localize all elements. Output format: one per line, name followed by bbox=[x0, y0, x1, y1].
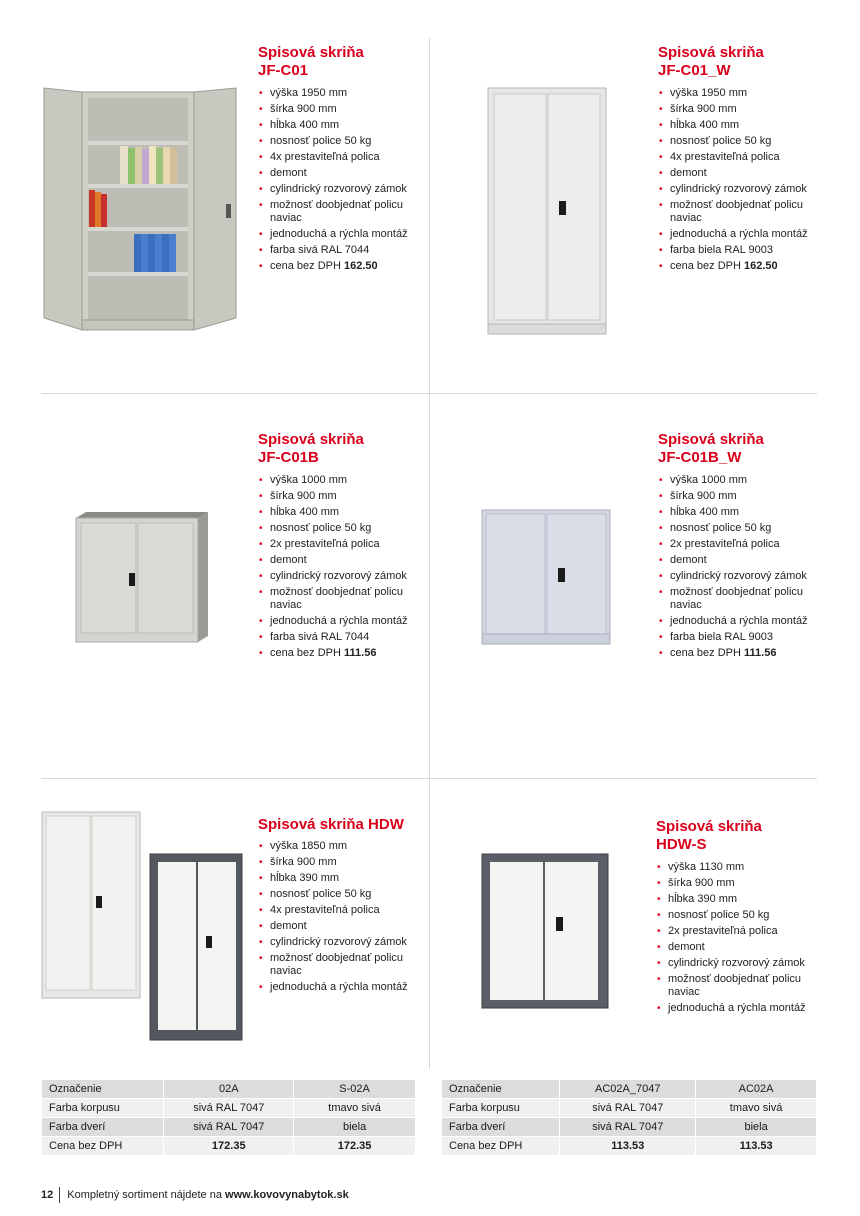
spec-item: • šírka 900 mm bbox=[656, 877, 821, 890]
spec-item: • možnosť doobjednať policu naviac bbox=[656, 973, 821, 999]
table-cell: Farba dverí bbox=[42, 1118, 164, 1137]
table-cell: biela bbox=[294, 1118, 416, 1137]
table-cell: Farba korpusu bbox=[42, 1099, 164, 1118]
spec-item: • demont bbox=[658, 554, 823, 567]
table-row bbox=[42, 1118, 416, 1137]
spec-item: • nosnosť police 50 kg bbox=[658, 135, 823, 148]
spec-item: • cylindrický rozvorový zámok bbox=[258, 183, 423, 196]
table-cell: 113.53 bbox=[560, 1137, 696, 1156]
page-footer bbox=[41, 1187, 349, 1203]
row-divider bbox=[41, 778, 817, 779]
spec-item: • nosnosť police 50 kg bbox=[658, 522, 823, 535]
table-cell: AC02A bbox=[696, 1080, 817, 1099]
spec-item: • hĺbka 400 mm bbox=[658, 119, 823, 132]
table-cell: S-02A bbox=[294, 1080, 416, 1099]
price-value: 111.56 bbox=[744, 647, 777, 659]
product-title bbox=[656, 818, 762, 854]
spec-item: • nosnosť police 50 kg bbox=[258, 135, 423, 148]
spec-list bbox=[658, 474, 823, 663]
spec-item: • cylindrický rozvorový zámok bbox=[656, 957, 821, 970]
spec-item: • výška 1850 mm bbox=[258, 840, 423, 853]
spec-item: • jednoduchá a rýchla montáž bbox=[258, 615, 423, 628]
product-title-line1: Spisová skriňa bbox=[258, 431, 364, 448]
spec-item: • hĺbka 390 mm bbox=[656, 893, 821, 906]
price-item bbox=[658, 260, 823, 273]
spec-item: • 2x prestaviteľná polica bbox=[658, 538, 823, 551]
price-label: cena bez DPH bbox=[270, 647, 341, 659]
footer-text: Kompletný sortiment nájdete na bbox=[67, 1189, 222, 1201]
product-title bbox=[658, 44, 764, 80]
price-item bbox=[258, 647, 423, 660]
price-item bbox=[258, 260, 423, 273]
table-cell: 172.35 bbox=[294, 1137, 416, 1156]
column-divider bbox=[429, 394, 430, 778]
spec-item: • hĺbka 400 mm bbox=[658, 506, 823, 519]
spec-item: • nosnosť police 50 kg bbox=[258, 888, 423, 901]
spec-item: • výška 1000 mm bbox=[658, 474, 823, 487]
product-title-line1: Spisová skriňa bbox=[658, 44, 764, 61]
price-item bbox=[658, 647, 823, 660]
table-cell: sivá RAL 7047 bbox=[164, 1118, 294, 1137]
product-code: JF-C01B_W bbox=[658, 449, 742, 466]
table-cell: tmavo sivá bbox=[696, 1099, 817, 1118]
table-cell: biela bbox=[696, 1118, 817, 1137]
spec-item: • 4x prestaviteľná polica bbox=[658, 151, 823, 164]
table-cell: 02A bbox=[164, 1080, 294, 1099]
cabinet-open-grey-image bbox=[42, 86, 238, 336]
spec-item: • šírka 900 mm bbox=[258, 103, 423, 116]
table-row bbox=[42, 1099, 416, 1118]
spec-list bbox=[658, 87, 823, 276]
product-title-line1: Spisová skriňa bbox=[656, 818, 762, 835]
price-label: cena bez DPH bbox=[270, 260, 341, 272]
spec-item: • výška 1950 mm bbox=[658, 87, 823, 100]
product-code: JF-C01B bbox=[258, 449, 319, 466]
price-value: 162.50 bbox=[744, 260, 778, 272]
spec-item: • jednoduchá a rýchla montáž bbox=[656, 1002, 821, 1015]
page-number: 12 bbox=[41, 1189, 54, 1201]
table-row bbox=[442, 1080, 817, 1099]
spec-item: • šírka 900 mm bbox=[258, 856, 423, 869]
cabinet-low-grey-image bbox=[72, 510, 210, 644]
table-row bbox=[442, 1118, 817, 1137]
product-title bbox=[258, 816, 404, 834]
spec-item: • nosnosť police 50 kg bbox=[656, 909, 821, 922]
table-cell: Označenie bbox=[442, 1080, 560, 1099]
price-value: 162.50 bbox=[344, 260, 378, 272]
spec-item: • nosnosť police 50 kg bbox=[258, 522, 423, 535]
spec-item: • šírka 900 mm bbox=[258, 490, 423, 503]
table-cell: sivá RAL 7047 bbox=[560, 1118, 696, 1137]
spec-item: • cylindrický rozvorový zámok bbox=[658, 570, 823, 583]
spec-item: • farba sivá RAL 7044 bbox=[258, 244, 423, 257]
spec-item: • 2x prestaviteľná polica bbox=[656, 925, 821, 938]
product-title-line1: Spisová skriňa bbox=[658, 431, 764, 448]
spec-item: • šírka 900 mm bbox=[658, 490, 823, 503]
spec-list bbox=[258, 87, 423, 276]
product-title bbox=[258, 431, 364, 467]
spec-list bbox=[258, 840, 423, 997]
spec-item: • výška 1000 mm bbox=[258, 474, 423, 487]
spec-item: • demont bbox=[656, 941, 821, 954]
table-cell: Farba korpusu bbox=[442, 1099, 560, 1118]
table-cell: Cena bez DPH bbox=[42, 1137, 164, 1156]
spec-item: • možnosť doobjednať policu naviac bbox=[258, 199, 423, 225]
cabinet-tall-white-image bbox=[486, 86, 608, 338]
spec-item: • jednoduchá a rýchla montáž bbox=[258, 228, 423, 241]
product-title bbox=[658, 431, 764, 467]
spec-item: • výška 1130 mm bbox=[656, 861, 821, 874]
row-divider bbox=[41, 393, 817, 394]
spec-item: • jednoduchá a rýchla montáž bbox=[258, 981, 423, 994]
table-row bbox=[42, 1080, 416, 1099]
price-label: cena bez DPH bbox=[670, 260, 741, 272]
spec-item: • jednoduchá a rýchla montáž bbox=[658, 228, 823, 241]
spec-item: • cylindrický rozvorový zámok bbox=[258, 570, 423, 583]
spec-item: • 2x prestaviteľná polica bbox=[258, 538, 423, 551]
table-cell: sivá RAL 7047 bbox=[560, 1099, 696, 1118]
spec-item: • 4x prestaviteľná polica bbox=[258, 904, 423, 917]
variant-table bbox=[442, 1080, 817, 1156]
spec-item: • možnosť doobjednať policu naviac bbox=[258, 952, 423, 978]
spec-list bbox=[656, 861, 821, 1018]
table-cell: Označenie bbox=[42, 1080, 164, 1099]
cabinet-hdw-pair-image bbox=[40, 810, 244, 1042]
footer-divider bbox=[59, 1187, 60, 1203]
cabinet-hdw-s-image bbox=[480, 852, 610, 1012]
table-cell: tmavo sivá bbox=[294, 1099, 416, 1118]
spec-item: • cylindrický rozvorový zámok bbox=[658, 183, 823, 196]
spec-item: • demont bbox=[258, 167, 423, 180]
spec-item: • jednoduchá a rýchla montáž bbox=[658, 615, 823, 628]
table-cell: Cena bez DPH bbox=[442, 1137, 560, 1156]
spec-item: • výška 1950 mm bbox=[258, 87, 423, 100]
price-label: cena bez DPH bbox=[670, 647, 741, 659]
column-divider bbox=[429, 38, 430, 393]
price-value: 111.56 bbox=[344, 647, 377, 659]
spec-item: • farba biela RAL 9003 bbox=[658, 631, 823, 644]
product-code: HDW-S bbox=[656, 836, 707, 853]
spec-item: • cylindrický rozvorový zámok bbox=[258, 936, 423, 949]
product-code: JF-C01_W bbox=[658, 62, 731, 79]
spec-item: • možnosť doobjednať policu naviac bbox=[658, 199, 823, 225]
product-code: JF-C01 bbox=[258, 62, 309, 79]
spec-item: • hĺbka 400 mm bbox=[258, 506, 423, 519]
spec-item: • šírka 900 mm bbox=[658, 103, 823, 116]
spec-item: • možnosť doobjednať policu naviac bbox=[658, 586, 823, 612]
spec-item: • farba sivá RAL 7044 bbox=[258, 631, 423, 644]
product-title bbox=[258, 44, 364, 80]
spec-item: • demont bbox=[258, 554, 423, 567]
table-cell: sivá RAL 7047 bbox=[164, 1099, 294, 1118]
table-cell: AC02A_7047 bbox=[560, 1080, 696, 1099]
spec-item: • hĺbka 400 mm bbox=[258, 119, 423, 132]
cabinet-low-white-image bbox=[480, 508, 612, 646]
spec-item: • farba biela RAL 9003 bbox=[658, 244, 823, 257]
website-link[interactable]: www.kovovynabytok.sk bbox=[225, 1189, 349, 1201]
table-row bbox=[442, 1099, 817, 1118]
spec-item: • demont bbox=[658, 167, 823, 180]
table-cell: 113.53 bbox=[696, 1137, 817, 1156]
table-cell: 172.35 bbox=[164, 1137, 294, 1156]
table-row bbox=[42, 1137, 416, 1156]
spec-item: • 4x prestaviteľná polica bbox=[258, 151, 423, 164]
product-title-line1: Spisová skriňa HDW bbox=[258, 816, 404, 833]
spec-item: • možnosť doobjednať policu naviac bbox=[258, 586, 423, 612]
table-row bbox=[442, 1137, 817, 1156]
variant-table bbox=[42, 1080, 416, 1156]
spec-item: • demont bbox=[258, 920, 423, 933]
product-title-line1: Spisová skriňa bbox=[258, 44, 364, 61]
column-divider bbox=[429, 779, 430, 1069]
spec-item: • hĺbka 390 mm bbox=[258, 872, 423, 885]
spec-list bbox=[258, 474, 423, 663]
table-cell: Farba dverí bbox=[442, 1118, 560, 1137]
